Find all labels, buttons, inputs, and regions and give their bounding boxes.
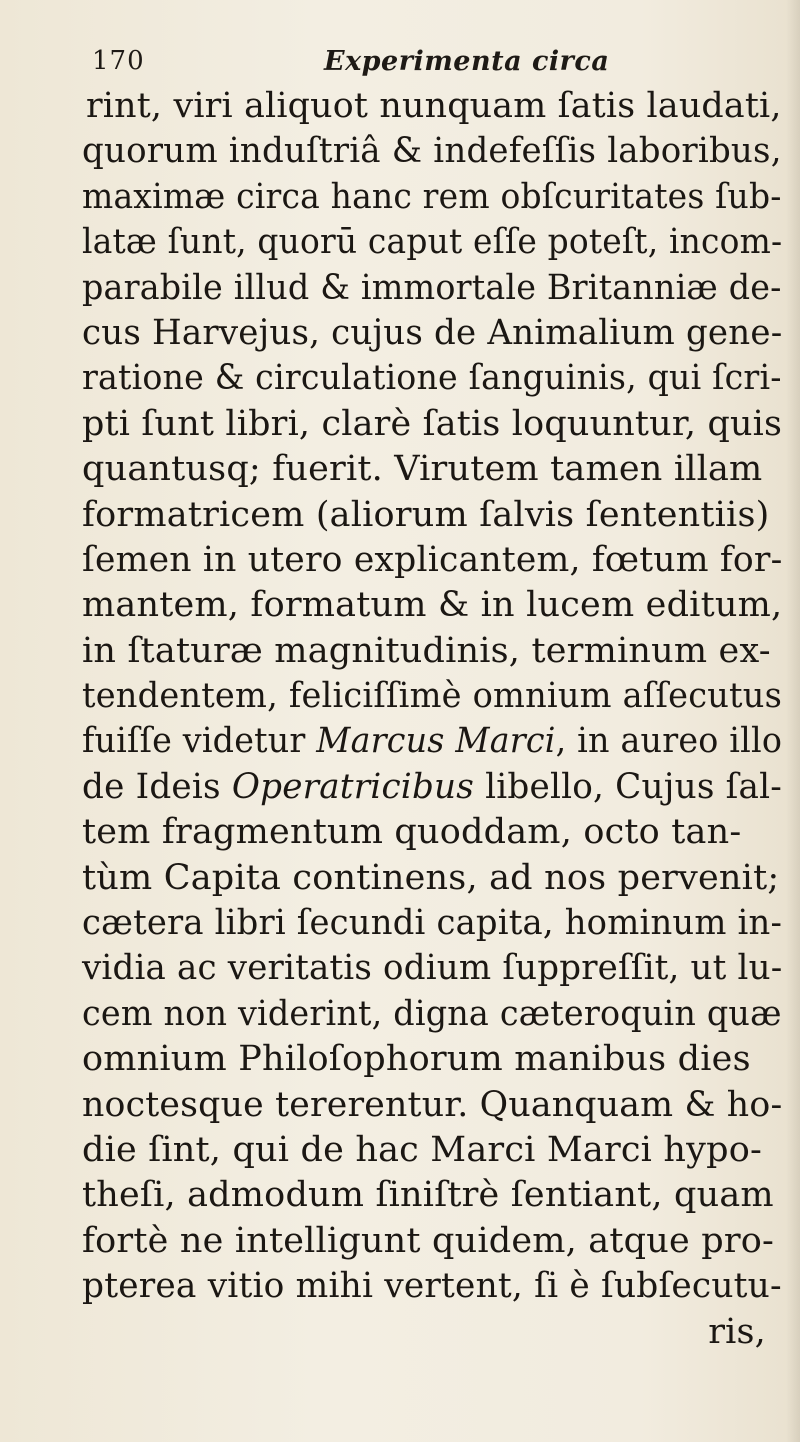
text-segment: libello, Cujus ſal- bbox=[474, 766, 783, 807]
text-line: formatricem (aliorum ſalvis ſententiis) bbox=[82, 494, 770, 535]
text-line: cus Harvejus, cujus de Animalium gene- bbox=[82, 312, 783, 353]
text-line-with-italic-name bbox=[82, 719, 783, 764]
text-segment: de Ideis bbox=[82, 766, 232, 807]
text-line: ſemen in utero explicantem, fœtum for- bbox=[82, 539, 783, 580]
italic-author-name: Marcus Marci bbox=[316, 721, 556, 762]
text-line: quorum induſtriâ & indefeſſis laboribus, bbox=[82, 131, 782, 172]
text-line: in ſtaturæ magnitudinis, terminum ex- bbox=[82, 630, 771, 671]
text-line: theſi, admodum ſiniſtrè ſentiant, quam bbox=[82, 1175, 774, 1216]
text-line: rint, viri aliquot nunquam ſatis laudati, bbox=[85, 86, 782, 126]
page-edge-shadow bbox=[786, 0, 800, 1442]
text-segment: fuiſſe videtur bbox=[82, 721, 317, 762]
body-text bbox=[82, 84, 782, 1355]
page-header bbox=[92, 46, 732, 86]
running-head: Experimenta circa bbox=[324, 46, 610, 77]
text-line-with-italic-title bbox=[82, 765, 783, 810]
text-segment: , in aureo illo bbox=[555, 721, 783, 762]
text-line: parabile illud & immortale Britanniæ de- bbox=[82, 267, 782, 308]
text-line: die ſint, qui de hac Marci Marci hypo- bbox=[82, 1129, 763, 1170]
page-number: 170 bbox=[92, 46, 145, 76]
text-line: pterea vitio mihi vertent, ſi è ſubſecutu- bbox=[82, 1266, 782, 1307]
text-line: mantem, formatum & in lucem editum, bbox=[82, 585, 783, 626]
text-line: tendentem, feliciſſimè omnium aſſecutus bbox=[82, 676, 783, 717]
text-line: cætera libri ſecundi capita, hominum in- bbox=[82, 903, 783, 944]
text-line: fortè ne intelligunt quidem, atque pro- bbox=[82, 1220, 775, 1261]
text-line: tùm Capita continens, ad nos pervenit; bbox=[82, 857, 780, 898]
text-line: noctesque tererentur. Quanquam & ho- bbox=[82, 1084, 783, 1125]
text-line: latæ ſunt, quorū caput eſſe poteſt, incom- bbox=[82, 222, 783, 263]
catchword: ris, bbox=[708, 1311, 766, 1352]
text-line: vidia ac veritatis odium ſuppreſſit, ut lu- bbox=[82, 948, 783, 989]
text-line: omnium Philoſophorum manibus dies bbox=[82, 1039, 751, 1080]
text-line: tem fragmentum quoddam, octo tan- bbox=[82, 812, 742, 853]
text-line: cem non viderint, digna cæteroquin quæ bbox=[82, 993, 782, 1034]
text-line: maximæ circa hanc rem obſcuritates ſub- bbox=[82, 176, 782, 217]
text-line: ratione & circulatione ſanguinis, qui ſcri- bbox=[82, 358, 782, 399]
text-line: quantusq; fuerit. Virutem tamen illam bbox=[82, 449, 763, 490]
italic-work-title: Operatricibus bbox=[231, 766, 475, 807]
text-line: pti ſunt libri, clarè ſatis loquuntur, quis bbox=[82, 403, 783, 444]
